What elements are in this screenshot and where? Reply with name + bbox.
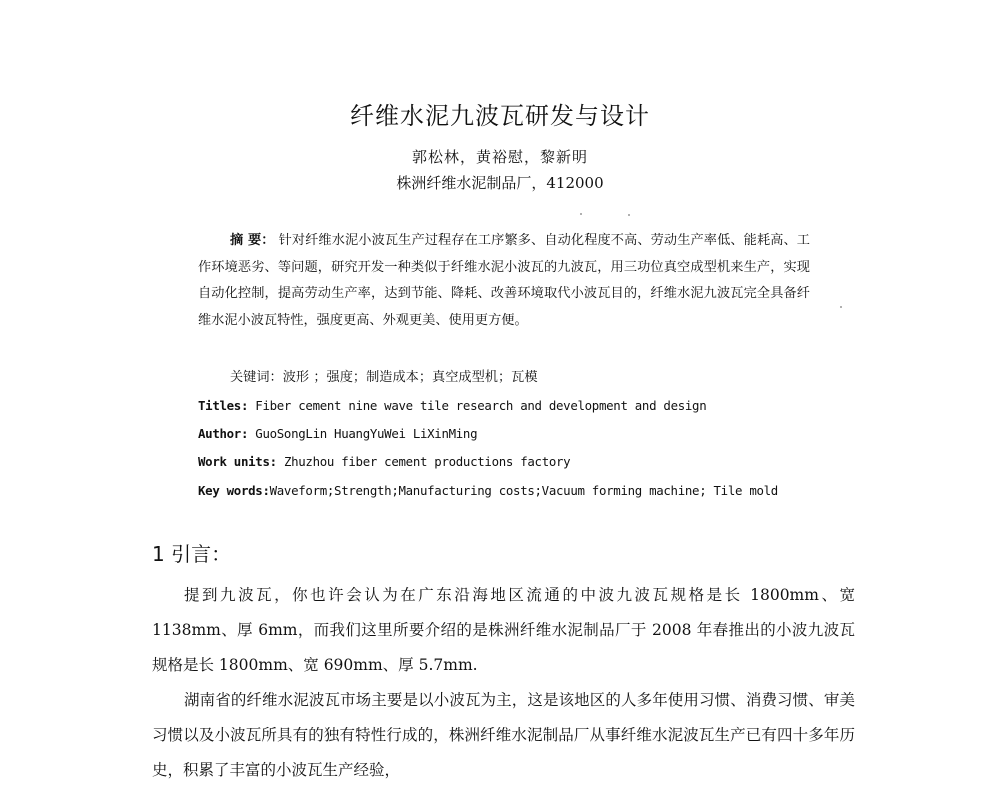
english-work-units-label: Work units: [198, 454, 277, 469]
english-titles-value: Fiber cement nine wave tile research and development and design [255, 398, 707, 413]
english-keywords-label: Key words: [198, 483, 270, 498]
section-heading: 1 引言： [152, 542, 232, 566]
abstract-text: 针对纤维水泥小波瓦生产过程存在工序繁多、自动化程度不高、劳动生产率低、能耗高、工作环境恶劣、等问题，研究开发一种类似于纤维水泥小波瓦的九波瓦，用三功位真空成型机来生产，实现自动化控制，提高劳动生产率，达到节能、降耗、改善环境取代小波瓦目的，纤维水泥九波瓦完全具备纤维水泥小波瓦特性，强度更高、外观更美、使用更方便。 [198, 233, 810, 328]
english-keywords [198, 483, 838, 498]
abstract-label: 摘 要： [230, 233, 275, 248]
paper-title: 纤维水泥九波瓦研发与设计 [350, 102, 650, 130]
keywords-cn-label: 关键词： [230, 370, 283, 385]
scan-speck [628, 214, 630, 216]
section-body [152, 578, 855, 788]
paper-affiliation: 株洲纤维水泥制品厂，412000 [396, 174, 604, 192]
scan-speck [580, 213, 582, 215]
paper-authors: 郭松林，黄裕慰，黎新明 [411, 148, 588, 166]
english-author-label: Author: [198, 426, 249, 441]
english-work-units [198, 454, 838, 469]
english-author [198, 426, 838, 441]
body-paragraph: 湖南省的纤维水泥波瓦市场主要是以小波瓦为主，这是该地区的人多年使用习惯、消费习惯、审美习惯以及小波瓦所具有的独有特性行成的，株洲纤维水泥制品厂从事纤维水泥波瓦生产已有四十多年历史，积累了丰富的小波瓦生产经验， [152, 691, 855, 779]
english-titles-label: Titles: [198, 398, 249, 413]
keywords-cn [198, 368, 810, 388]
abstract [198, 228, 810, 334]
english-author-value: GuoSongLin HuangYuWei LiXinMing [255, 426, 478, 441]
english-work-units-value: Zhuzhou fiber cement productions factory [283, 454, 571, 469]
english-titles [198, 398, 838, 413]
scan-speck [840, 306, 842, 308]
body-paragraph: 提到九波瓦，你也许会认为在广东沿海地区流通的中波九波瓦规格是长 1800mm、宽 1138mm、厚 6mm，而我们这里所要介绍的是株洲纤维水泥制品厂于 2008 年春推出的小波九波瓦规格是长 1800mm、宽 690mm、厚 5.7mm. [152, 586, 855, 674]
english-keywords-value: Waveform;Strength;Manufacturing costs;Vacuum forming machine; Tile mold [269, 483, 778, 498]
keywords-cn-text: 波形 ；强度；制造成本；真空成型机；瓦模 [282, 370, 538, 385]
